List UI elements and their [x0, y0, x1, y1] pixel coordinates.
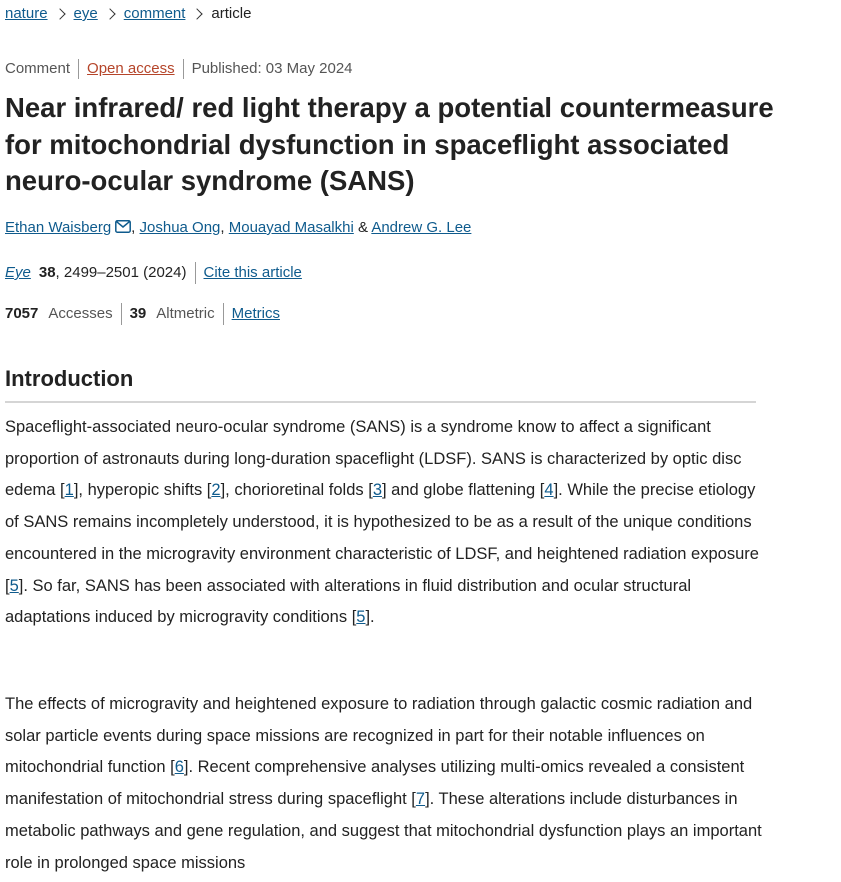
chevron-right-icon	[192, 8, 203, 19]
breadcrumb-link-comment[interactable]: comment	[123, 5, 186, 22]
author-list	[5, 217, 471, 240]
paragraph-text: ] and globe flattening [	[382, 481, 545, 500]
article-meta	[5, 59, 353, 79]
paragraph-text: ], chorioretinal folds [	[220, 481, 373, 500]
chevron-right-icon	[104, 8, 115, 19]
author-separator: ,	[131, 219, 140, 236]
article-metrics	[5, 303, 280, 325]
article-type: Comment	[5, 60, 71, 77]
metrics-link[interactable]: Metrics	[231, 305, 280, 322]
author-separator: &	[353, 219, 372, 236]
reference-link[interactable]: 3	[372, 481, 382, 500]
altmetric-count: 39	[129, 305, 147, 322]
reference-link[interactable]: 6	[174, 758, 184, 777]
paragraph	[5, 412, 765, 634]
envelope-icon[interactable]	[115, 218, 131, 240]
volume: 38	[38, 264, 56, 281]
published-date: Published: 03 May 2024	[191, 60, 353, 77]
article-title: Near infrared/ red light therapy a potential countermeasure for mitochondrial dysfunction in spaceflight associated neuro-ocular syndrome (SANS)	[5, 92, 774, 196]
cite-article-link[interactable]: Cite this article	[203, 264, 302, 281]
breadcrumb-link-nature[interactable]: nature	[5, 5, 48, 22]
divider	[121, 303, 122, 325]
paragraph-text: ], hyperopic shifts [	[73, 481, 212, 500]
paragraph	[5, 689, 765, 879]
divider	[195, 262, 196, 284]
paragraph-text: ]. These alterations include disturbances in metabolic pathways and gene regulation, and suggest that mitochondrial dysfunction plays an important role in prolonged space missions	[5, 790, 762, 872]
reference-link[interactable]: 5	[9, 576, 19, 595]
altmetric-label: Altmetric	[156, 305, 215, 322]
paragraph-text: ].	[365, 608, 375, 627]
breadcrumb-current: article	[211, 5, 252, 22]
pages: , 2499–2501 (2024)	[55, 264, 187, 281]
breadcrumb	[5, 4, 251, 24]
divider	[183, 59, 184, 79]
paragraph-text: ]. Recent comprehensive analyses utilizing multi-omics revealed a consistent manifestation of mitochondrial stress during spaceflight [	[5, 758, 745, 809]
reference-link[interactable]: 5	[356, 608, 366, 627]
chevron-right-icon	[54, 8, 65, 19]
author-link[interactable]: Mouayad Masalkhi	[228, 219, 354, 236]
breadcrumb-link-eye[interactable]: eye	[73, 5, 98, 22]
reference-link[interactable]: 1	[64, 481, 74, 500]
divider	[78, 59, 79, 79]
reference-link[interactable]: 2	[211, 481, 221, 500]
author-link[interactable]: Ethan Waisberg	[5, 219, 112, 236]
accesses-label: Accesses	[48, 305, 113, 322]
divider	[223, 303, 224, 325]
journal-link[interactable]: Eye	[5, 264, 31, 281]
paragraph-text: Spaceflight-associated neuro-ocular syndrome (SANS) is a syndrome know to affect a significant proportion of astronauts during long-duration spaceflight (LDSF). SANS is characterized by optic disc edema [	[5, 418, 742, 500]
reference-link[interactable]: 4	[544, 481, 554, 500]
author-separator: ,	[220, 219, 229, 236]
author-link[interactable]: Joshua Ong	[139, 219, 221, 236]
paragraph-text: ]. So far, SANS has been associated with alterations in fluid distribution and ocular structural adaptations induced by microgravity conditions [	[5, 576, 692, 627]
paragraph-text: ]. While the precise etiology of SANS remains incompletely understood, it is hypothesized to be as a result of the unique conditions encountered in the microgravity environment characteristic of LDSF, and heightened radiation exposure [	[5, 481, 759, 595]
open-access-link[interactable]: Open access	[87, 60, 175, 77]
author-link[interactable]: Andrew G. Lee	[371, 219, 472, 236]
citation	[5, 262, 302, 284]
accesses-count: 7057	[5, 305, 39, 322]
reference-link[interactable]: 7	[415, 790, 426, 809]
paragraph-text: The effects of microgravity and heightened exposure to radiation through galactic cosmic radiation and solar particle events during space missions are recognized in part for their notable influences on mitochondrial function [	[5, 695, 753, 777]
section-heading-introduction: Introduction	[5, 365, 756, 403]
